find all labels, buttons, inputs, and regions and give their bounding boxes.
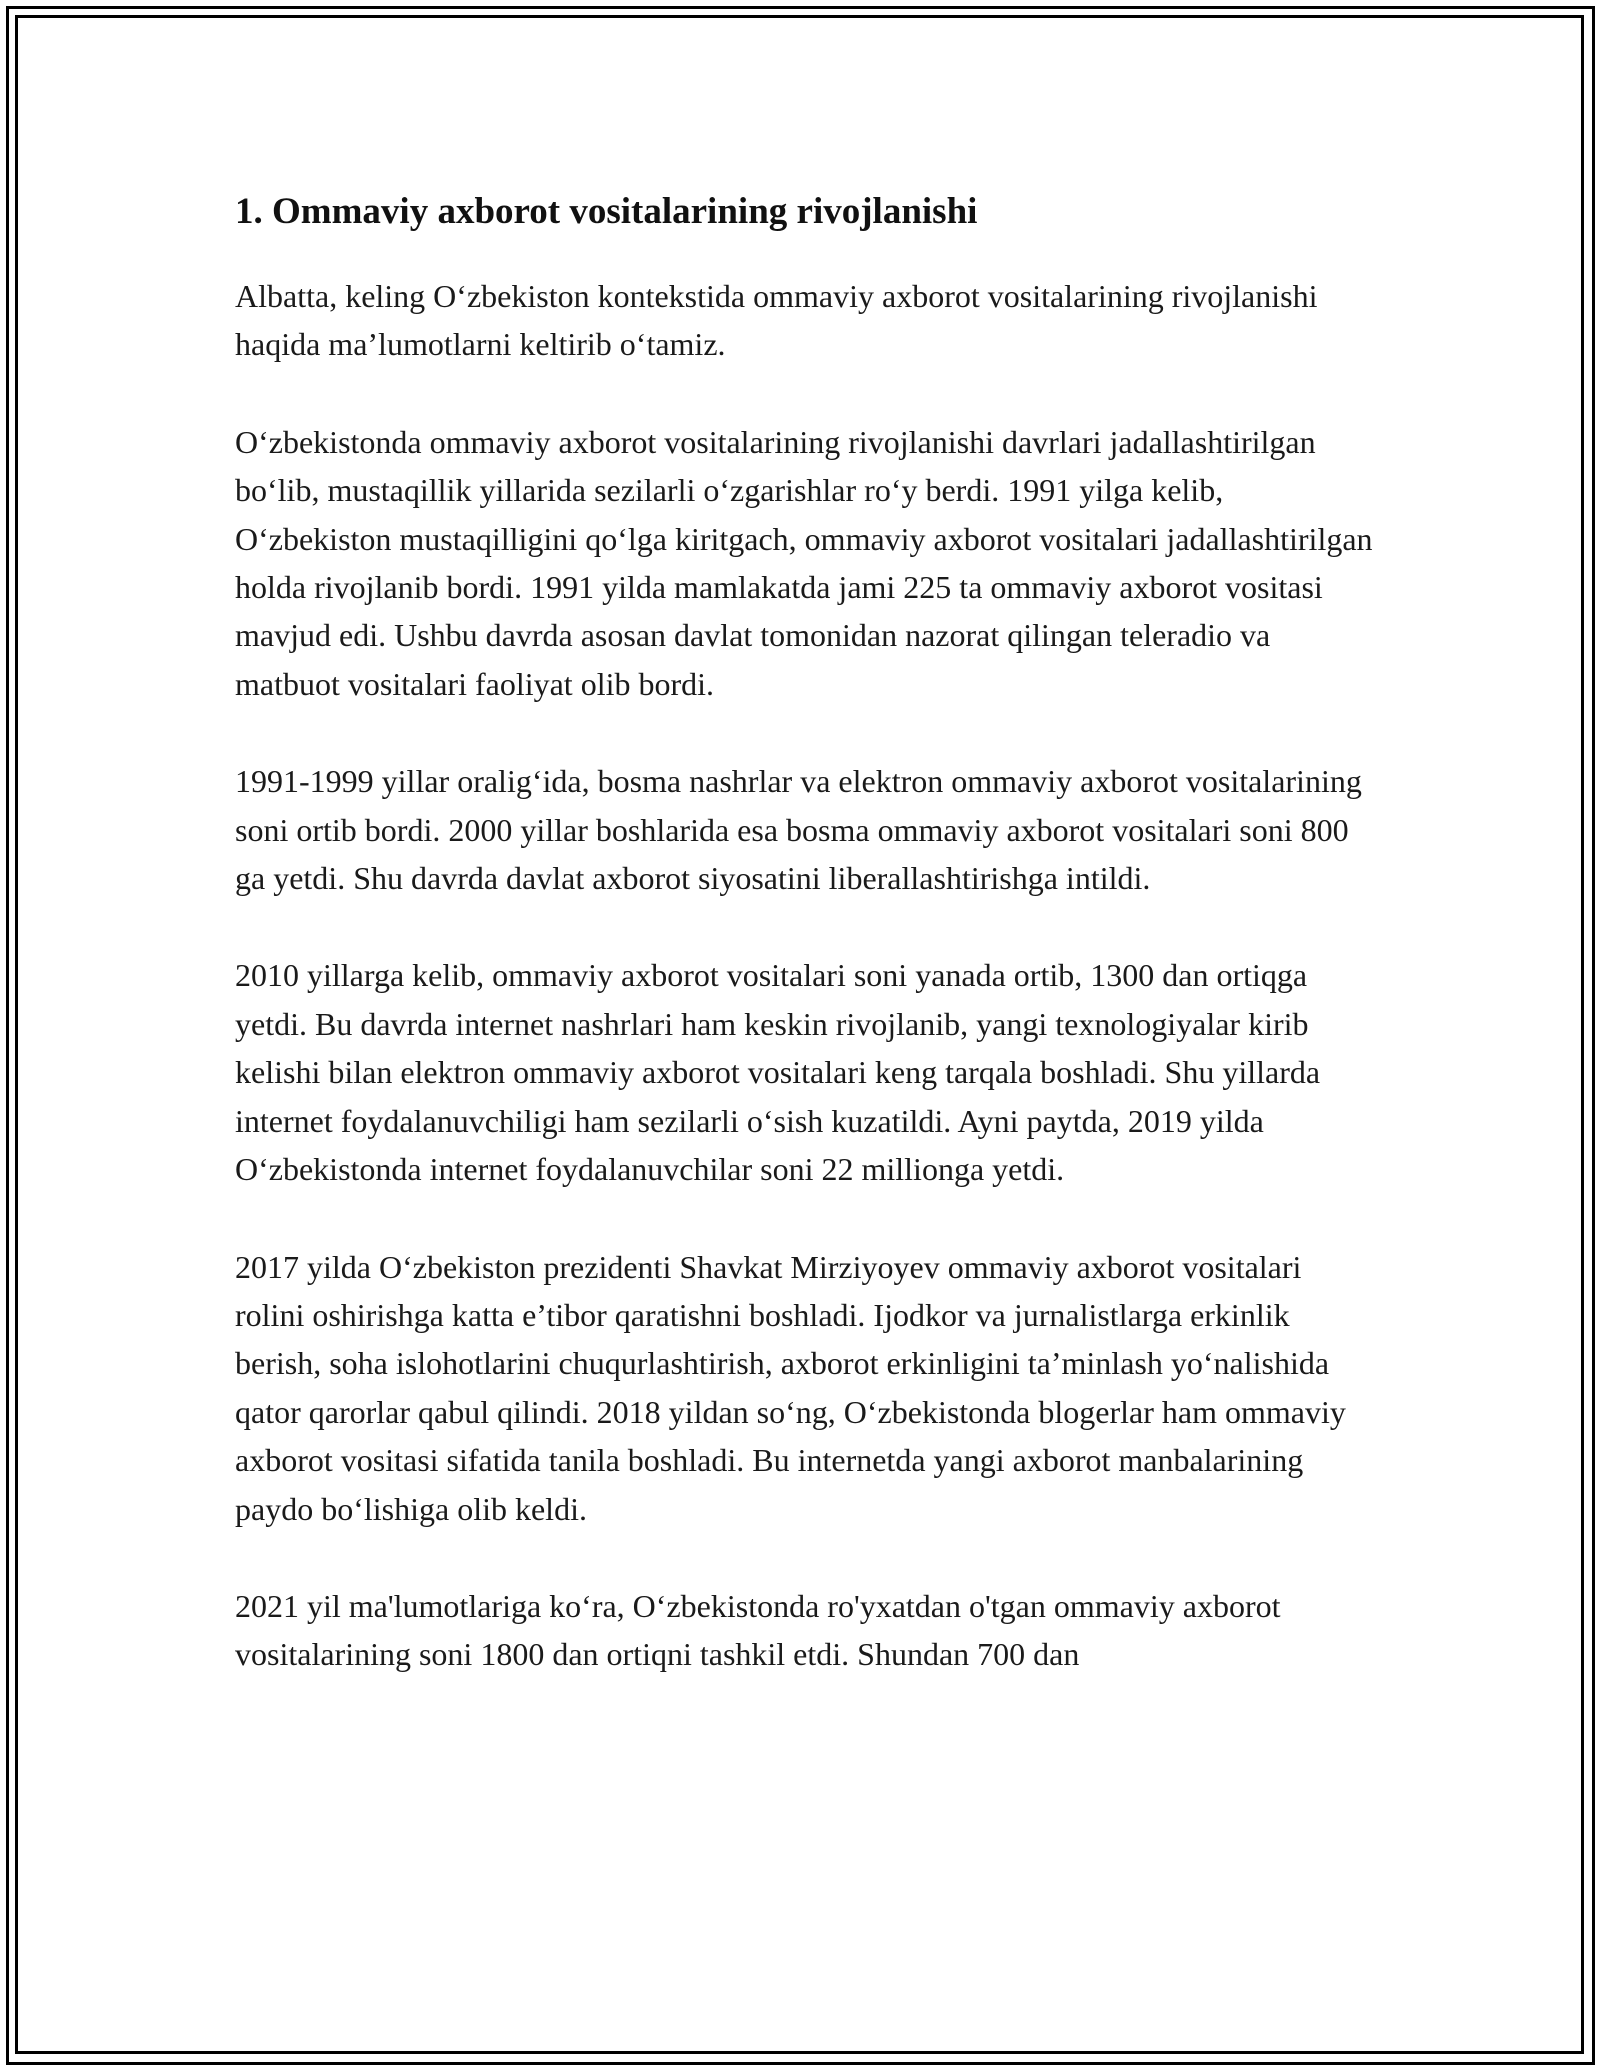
paragraph-1991-1999: 1991-1999 yillar oralig‘ida, bosma nashrlar va elektron ommaviy axborot vositalarining soni ortib bordi. 2000 yillar boshlarida esa bosma ommaviy axborot vositalari soni 800 ga yetdi. Shu davrda davlat axborot siyosatini liberallashtirishga intildi. xyxy=(235,763,1362,897)
paragraph-2010: 2010 yillarga kelib, ommaviy axborot vositalari soni yanada ortib, 1300 dan ortiqga yetdi. Bu davrda internet nashrlari ham keskin rivojlanib, yangi texnologiyalar kirib kelishi bilan elektron ommaviy axborot vositalari keng tarqala boshladi. Shu yillarda internet foydalanuvchiligi ham sezilarli o‘sish kuzatildi. Ayni paytda, 2019 yilda O‘zbekistonda internet foydalanuvchilar soni 22 millionga yetdi. xyxy=(235,957,1321,1188)
document-body xyxy=(235,186,1375,1728)
paragraph-intro: Albatta, keling O‘zbekiston kontekstida ommaviy axborot vositalarining rivojlanishi haqida ma’lumotlarni keltirib o‘tamiz. xyxy=(235,278,1318,363)
paragraph-2021: 2021 yil ma'lumotlariga ko‘ra, O‘zbekistonda ro'yxatdan o'tgan ommaviy axborot vositalarining soni 1800 dan ortiqni tashkil etdi. Shundan 700 dan xyxy=(235,1587,1281,1673)
paragraph-1991: O‘zbekistonda ommaviy axborot vositalarining rivojlanishi davrlari jadallashtirilgan bo‘lib, mustaqillik yillarida sezilarli o‘zgarishlar ro‘y berdi. 1991 yilga kelib, O‘zbekiston mustaqilligini qo‘lga kiritgach, ommaviy axborot vositalari jadallashtirilgan holda rivojlanib bordi. 1991 yilda mamlakatda jami 225 ta ommaviy axborot vositasi mavjud edi. Ushbu davrda asosan davlat tomonidan nazorat qilingan teleradio va matbuot vositalari faoliyat olib bordi. xyxy=(235,423,1373,702)
section-heading: 1. Ommaviy axborot vositalarining rivojlanishi xyxy=(235,191,978,232)
paragraph-2017: 2017 yilda O‘zbekiston prezidenti Shavkat Mirziyoyev ommaviy axborot vositalari rolini oshirishga katta e’tibor qaratishni boshladi. Ijodkor va jurnalistlarga erkinlik berish, soha islohotlarini chuqurlashtirish, axborot erkinligini ta’minlash yo‘nalishida qator qarorlar qabul qilindi. 2018 yildan so‘ng, O‘zbekistonda blogerlar ham ommaviy axborot vositasi sifatida tanila boshladi. Bu internetda yangi axborot manbalarining paydo bo‘lishiga olib keldi. xyxy=(235,1248,1346,1527)
